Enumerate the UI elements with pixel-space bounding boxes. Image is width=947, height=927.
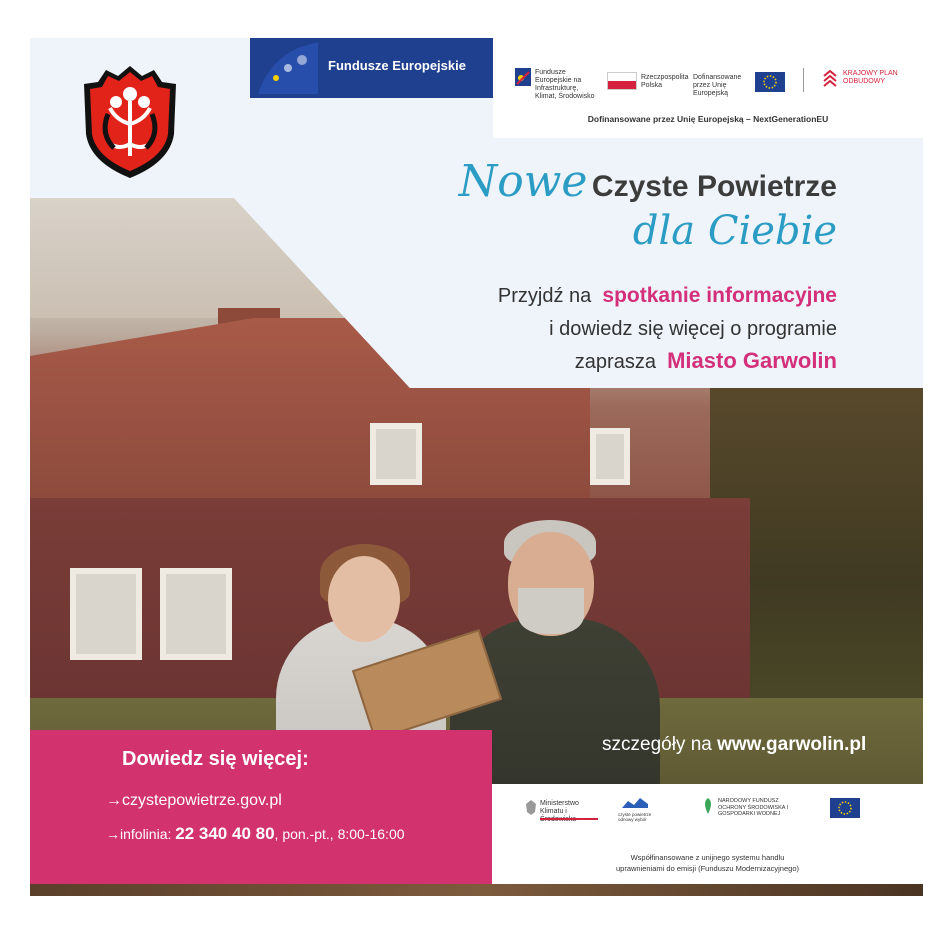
headline-nowe: Nowe [458,156,588,207]
invite-line-3 [575,348,837,374]
cofunding-caption-line-1: Współfinansowane z unijnego systemu handlu [630,853,785,862]
czyste-powietrze-logo-icon [620,796,650,810]
garwolin-coat-of-arms-icon [80,64,180,180]
funding-logos-bar [493,38,923,138]
more-info-box [30,730,492,896]
invite-line-2: i dowiedz się więcej o programie [549,318,837,340]
poland-label: Rzeczpospolita Polska [641,74,689,89]
eu-funds-label: Fundusze Europejskie [328,58,466,73]
eu-flag-icon [755,72,785,92]
headline-czyste-powietrze: Czyste Powietrze [591,170,837,203]
cofunding-caption-line-2: uprawnieniami do emisji (Funduszu Modernizacyjnego) [615,864,799,873]
kpo-label: KRAJOWY PLAN ODBUDOWY [843,70,898,85]
details-line [602,734,866,756]
bottom-photo-strip [30,884,923,896]
fe-infrastructure-icon [515,68,531,86]
poland-flag-icon [607,72,637,90]
divider [803,68,804,92]
kpo-icon [823,70,837,88]
hotline-row: →infolinia: 22 340 40 80, pon.-pt., 8:00-16:00 [106,824,405,843]
cofunding-caption [492,852,923,874]
more-info-heading: Dowiedz się więcej: [122,748,309,770]
arrow-right-icon: → [106,826,120,842]
nextgen-caption: Dofinansowane przez Unię Europejską – NextGenerationEU [587,114,829,124]
poster [30,38,923,896]
details-url[interactable]: www.garwolin.pl [717,734,867,755]
eu-flag-icon [830,798,860,818]
cofunding-logos-bar [492,784,923,884]
hotline-label: infolinia: [120,826,172,842]
czyste-powietrze-logo-label: czyste powietrze odnowy wybór [618,812,652,822]
invite-pre: Przyjdź na [497,285,592,307]
house-window [160,568,232,660]
invite-highlight: spotkanie informacyjne [602,284,837,307]
polish-eagle-icon [524,798,538,816]
ministry-climate-label: Ministerstwo Klimatu i [540,800,579,815]
eu-funds-logo [250,38,493,98]
hotline-phone[interactable]: 22 340 40 80 [175,824,275,843]
headline [459,156,837,207]
arrow-right-icon: → [106,792,122,809]
ministry-underline [540,818,598,820]
details-pre: szczegóły na [602,734,712,755]
headline-dla-ciebie: dla Ciebie [632,208,837,254]
fe-infrastructure-label: Fundusze Europejskie na Infrastrukturę, Klimat, Środowisko [535,69,595,100]
woman-face [328,556,400,642]
invite-line-1 [498,284,837,308]
house-window [370,423,422,485]
eu-cofinanced-label: Dofinansowane przez Unię Europejską [693,74,742,97]
invite-city: Miasto Garwolin [667,348,837,373]
man-beard [518,588,584,634]
nfosigw-label: NARODOWY FUNDUSZ OCHRONY ŚRODOWISKA I GOSPODARKI WODNEJ [718,798,789,817]
invite-pre3: zaprasza [574,351,656,373]
house-window [590,428,630,485]
czyste-powietrze-link[interactable]: czystepowietrze.gov.pl [122,792,282,809]
more-info-link-row [106,792,282,810]
house-window [70,568,142,660]
nfosigw-icon [700,796,716,816]
eu-funds-star-icon [258,42,318,94]
hotline-hours: pon.-pt., 8:00-16:00 [282,826,405,842]
